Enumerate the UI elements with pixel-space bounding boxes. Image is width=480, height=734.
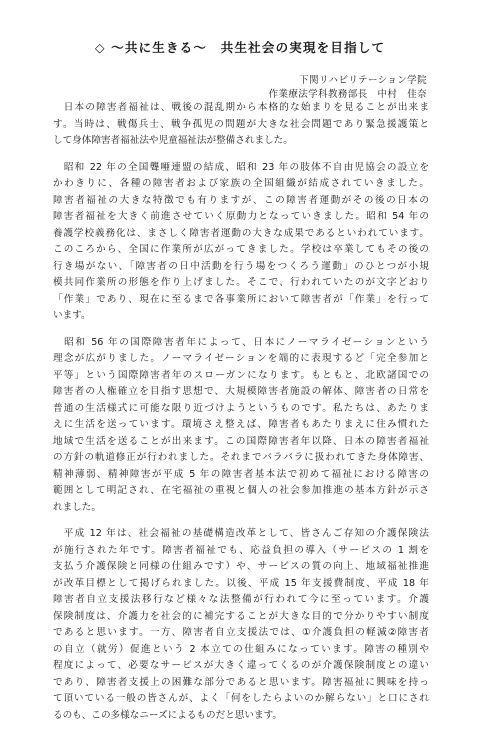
text-line: の自立（就労）促進という 2 本立ての仕組みになっています。障害の種別や [53, 643, 429, 655]
text-line: 精神薄弱、精神障害が平成 5 年の障害者基本法で初めて福祉における障害の [53, 468, 429, 480]
text-line: かわきりに、各種の障害者および家族の全国組織が結成されていきました。 [53, 178, 429, 189]
paragraph-4 [53, 526, 429, 724]
text-line: 「作業」であり、現在に至るまで各事業所において障害者が「作業」を行って [53, 293, 429, 305]
text-line: このころから、全国に作業所が広がってきました。学校は卒業してもその後の [53, 244, 429, 255]
text-line: 模共同作業所の形態を作り上げました。そこで、行われていたのが文字どおり [53, 277, 429, 288]
text-line: 障害者福祉を大きく前進させていく原動力となっていきました。昭和 54 年の [53, 211, 429, 222]
author-organization: 下関リハビリテーション学院 [299, 75, 427, 86]
text-line: 昭和 56 年の国際障害者年によって、日本にノーマライゼーションという [53, 336, 429, 348]
text-line: の方針の軌道修正が行われました。それまでバラバラに扱われてきた身体障害、 [53, 452, 429, 463]
text-line: えに生活を送っています。環境さえ整えば、障害者もあたりまえに住み慣れた [53, 419, 429, 430]
text-line: 平等」という国際障害者年のスローガンになります。もともと、北欧諸国での [53, 369, 429, 381]
text-line: て頂いている一般の皆さんが、よく「何をしたらよいのか解らない」と口にされ [53, 693, 429, 704]
text-line: るのも、この多様なニーズによるものだと思います。 [53, 709, 283, 721]
text-line: れました。 [53, 501, 101, 513]
text-line: 地域で生活を送ることが出来ます。この国際障害者年以降、日本の障害者福祉 [53, 435, 429, 447]
text-line: 程度によって、必要なサービスが大きく違ってくるのが介護保険制度との違い [53, 660, 429, 671]
text-line: 普通の生活様式に可能な限り近づけようというものです。私たちは、あたりま [53, 402, 429, 414]
text-line: が改革目標として掲げられました。以後、平成 15 年支援費制度、平成 18 年 [53, 577, 429, 589]
text-line: 障害者自立支援法移行など様々な法整備が行われて今に至っています。介護 [53, 594, 429, 605]
paragraph-1 [53, 100, 429, 150]
text-line: 行き場がない、「障害者の日中活動を行う場をつくろう運動」のひとつが小規 [53, 260, 429, 272]
paragraph-3 [53, 335, 429, 517]
text-line: 障害者の人権確立を目指す思想で、大規模障害者施設の解体、障害者の日常を [53, 386, 429, 397]
author-position-name: 作業療法学科教務部長 中村 佳奈 [268, 89, 427, 100]
text-line: 理念が広がりました。ノーマライゼーションを端的に表現するど「完全参加と [53, 353, 429, 364]
paragraph-2 [53, 160, 429, 325]
text-line: 養護学校義務化は、まさしく障害者運動の大きな成果であるといわれています。 [53, 227, 429, 239]
text-line: 保険制度は、介護力を社会的に補完することが大きな目的で分かりやすい制度 [53, 610, 429, 622]
text-line: 日本の障害者福祉は、戦後の混乱期から本格的な始まりを見ることが出来ま [53, 102, 429, 113]
text-line: 障害者福祉の大きな特徴でも有りますが、この障害者運動がその後の日本の [53, 194, 429, 206]
text-line: す。当時は、戦傷兵士、戦争孤児の問題が大きな社会問題であり緊急援護策と [53, 118, 429, 130]
text-line: であり、障害者支援上の困難な部分であると思います。障害福祉に興味を持っ [53, 676, 429, 688]
document-title: ◇ ～共に生きる～ 共生社会の実現を目指して [94, 40, 386, 55]
text-line: 支払う介護保険と同様の仕組みです）や、サービスの質の向上、地域福祉推進 [53, 561, 429, 572]
text-line: 平成 12 年は、社会福祉の基礎構造改革として、皆さんご存知の介護保険法 [53, 528, 429, 539]
text-line: 昭和 22 年の全国聾唖連盟の結成、昭和 23 年の肢体不自由児協会の設立を [53, 161, 429, 173]
text-line: であると思います。一方、障害者自立支援法では、①介護負担の軽減②障害者 [53, 627, 429, 638]
document-body [53, 100, 429, 734]
text-line: 範囲として明記され、在宅福祉の重視と個人の社会参加推進の基本方針が示さ [53, 485, 429, 496]
text-line: して身体障害者福祉法や児童福祉法が整備されました。 [53, 135, 293, 146]
text-line: います。 [53, 310, 91, 321]
text-line: が施行された年です。障害者福祉でも、応益負担の導入（サービスの 1 割を [53, 544, 429, 556]
